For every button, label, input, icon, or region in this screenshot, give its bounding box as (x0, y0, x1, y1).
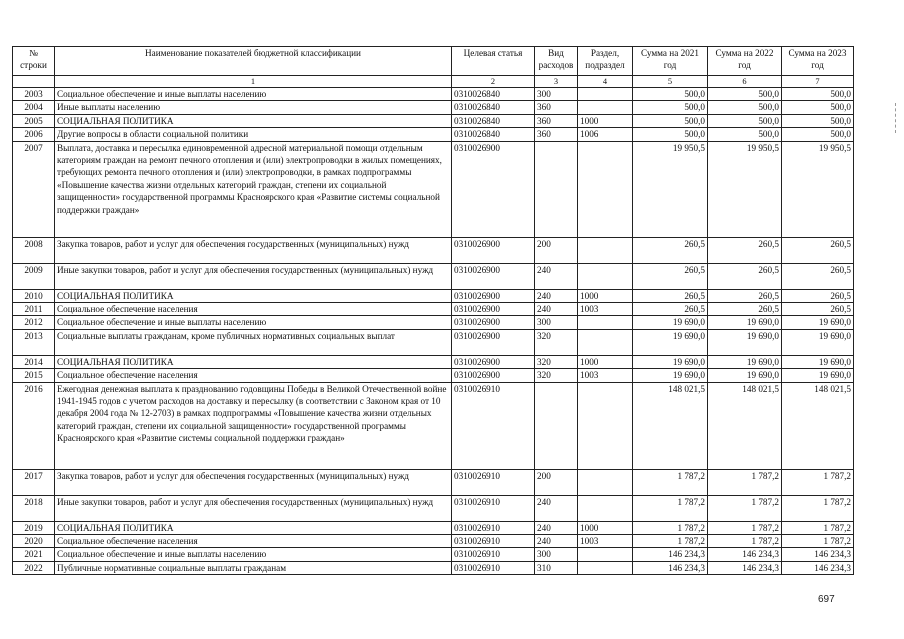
target-article-cell: 0310026910 (452, 495, 535, 521)
target-article-cell: 0310026900 (452, 237, 535, 263)
indicator-name-cell: Другие вопросы в области социальной политики (55, 128, 452, 141)
expense-type-cell: 360 (535, 114, 578, 127)
target-article-cell: 0310026910 (452, 535, 535, 548)
target-article-cell: 0310026840 (452, 101, 535, 114)
expense-type-cell: 300 (535, 88, 578, 101)
target-article-cell: 0310026900 (452, 355, 535, 368)
row-number-cell: 2007 (13, 141, 55, 237)
budget-table (12, 46, 854, 575)
section-cell: 1003 (578, 369, 633, 382)
sum-2022-cell: 146 234,3 (708, 561, 782, 574)
table-row (13, 114, 854, 127)
indicator-name-cell: Закупка товаров, работ и услуг для обеспечения государственных (муниципальных) нужд (55, 237, 452, 263)
sum-2021-cell: 500,0 (633, 88, 708, 101)
column-number (13, 76, 55, 88)
target-article-cell: 0310026900 (452, 316, 535, 329)
indicator-name-cell: Иные закупки товаров, работ и услуг для обеспечения государственных (муниципальных) нужд (55, 495, 452, 521)
row-number-cell: 2006 (13, 128, 55, 141)
indicator-name-cell: Выплата, доставка и пересылка единовременной адресной материальной помощи отдельным категориям граждан на ремонт печного отопления и (или) электропроводки в жилых помещениях, требующих ремонта печного отопления и (или) электропроводки, в рамках подпрограммы «Повышение качества жизни отдельных категорий граждан, степени их социальной защищенности» государственной программы Красноярского края «Развитие системы социальной поддержки граждан» (55, 141, 452, 237)
row-number-cell: 2015 (13, 369, 55, 382)
section-cell (578, 561, 633, 574)
table-row (13, 495, 854, 521)
sum-2022-cell: 1 787,2 (708, 469, 782, 495)
table-row (13, 101, 854, 114)
sum-2023-cell: 260,5 (782, 303, 854, 316)
row-number-cell: 2008 (13, 237, 55, 263)
column-number: 2 (452, 76, 535, 88)
indicator-name-cell: СОЦИАЛЬНАЯ ПОЛИТИКА (55, 289, 452, 302)
sum-2023-cell: 146 234,3 (782, 548, 854, 561)
sum-2021-cell: 260,5 (633, 237, 708, 263)
indicator-name-cell: Социальное обеспечение населения (55, 369, 452, 382)
target-article-cell: 0310026840 (452, 88, 535, 101)
indicator-name-cell: Иные выплаты населению (55, 101, 452, 114)
sum-2021-cell: 146 234,3 (633, 561, 708, 574)
expense-type-cell: 320 (535, 369, 578, 382)
expense-type-cell: 240 (535, 263, 578, 289)
row-number-cell: 2004 (13, 101, 55, 114)
sum-2022-cell: 260,5 (708, 289, 782, 302)
sum-2023-cell: 148 021,5 (782, 382, 854, 469)
header-expense-type: Вид расходов (535, 47, 578, 76)
section-cell: 1003 (578, 303, 633, 316)
expense-type-cell: 310 (535, 561, 578, 574)
table-row (13, 128, 854, 141)
indicator-name-cell: Иные закупки товаров, работ и услуг для обеспечения государственных (муниципальных) нужд (55, 263, 452, 289)
row-number-cell: 2021 (13, 548, 55, 561)
header-row (13, 47, 854, 76)
sum-2021-cell: 1 787,2 (633, 535, 708, 548)
sum-2023-cell: 1 787,2 (782, 469, 854, 495)
indicator-name-cell: Ежегодная денежная выплата к празднованию годовщины Победы в Великой Отечественной войне 1941-1945 годов с учетом расходов на доставку и пересылку (в соответствии с Законом края от 10 декабря 2004 года № 12-2703) в рамках подпрограммы «Повышение качества жизни отдельных категорий граждан, степени их социальной защищенности» государственной программы Красноярского края «Развитие системы социальной поддержки граждан» (55, 382, 452, 469)
sum-2022-cell: 19 690,0 (708, 316, 782, 329)
expense-type-cell: 200 (535, 469, 578, 495)
table-row (13, 355, 854, 368)
sum-2021-cell: 260,5 (633, 303, 708, 316)
header-sum-2023: Сумма на 2023 год (782, 47, 854, 76)
sum-2023-cell: 500,0 (782, 88, 854, 101)
section-cell (578, 141, 633, 237)
table-row (13, 289, 854, 302)
header-section: Раздел, подраздел (578, 47, 633, 76)
target-article-cell: 0310026910 (452, 521, 535, 534)
sum-2023-cell: 19 690,0 (782, 355, 854, 368)
sum-2023-cell: 1 787,2 (782, 535, 854, 548)
expense-type-cell: 200 (535, 237, 578, 263)
margin-mark (895, 103, 897, 133)
sum-2021-cell: 1 787,2 (633, 469, 708, 495)
table-row (13, 141, 854, 237)
sum-2022-cell: 19 690,0 (708, 369, 782, 382)
section-cell (578, 382, 633, 469)
header-target-article: Целевая статья (452, 47, 535, 76)
table-row (13, 561, 854, 574)
table-row (13, 263, 854, 289)
row-number-cell: 2020 (13, 535, 55, 548)
sum-2021-cell: 500,0 (633, 128, 708, 141)
sum-2022-cell: 1 787,2 (708, 521, 782, 534)
row-number-cell: 2003 (13, 88, 55, 101)
table-row (13, 369, 854, 382)
section-cell: 1000 (578, 355, 633, 368)
row-number-cell: 2022 (13, 561, 55, 574)
section-cell (578, 316, 633, 329)
indicator-name-cell: Социальное обеспечение и иные выплаты населению (55, 548, 452, 561)
sum-2021-cell: 260,5 (633, 289, 708, 302)
column-number: 6 (708, 76, 782, 88)
target-article-cell: 0310026900 (452, 289, 535, 302)
target-article-cell: 0310026910 (452, 548, 535, 561)
indicator-name-cell: Социальное обеспечение и иные выплаты населению (55, 88, 452, 101)
section-cell: 1003 (578, 535, 633, 548)
column-number: 1 (55, 76, 452, 88)
row-number-cell: 2017 (13, 469, 55, 495)
target-article-cell: 0310026910 (452, 561, 535, 574)
section-cell: 1000 (578, 289, 633, 302)
sum-2022-cell: 1 787,2 (708, 495, 782, 521)
section-cell: 1000 (578, 521, 633, 534)
sum-2023-cell: 19 690,0 (782, 369, 854, 382)
target-article-cell: 0310026900 (452, 329, 535, 355)
sum-2022-cell: 500,0 (708, 88, 782, 101)
sum-2021-cell: 260,5 (633, 263, 708, 289)
header-sum-2022: Сумма на 2022 год (708, 47, 782, 76)
expense-type-cell: 360 (535, 128, 578, 141)
sum-2022-cell: 19 690,0 (708, 355, 782, 368)
expense-type-cell: 300 (535, 316, 578, 329)
sum-2022-cell: 1 787,2 (708, 535, 782, 548)
target-article-cell: 0310026840 (452, 114, 535, 127)
sum-2022-cell: 19 690,0 (708, 329, 782, 355)
column-number: 5 (633, 76, 708, 88)
sum-2023-cell: 260,5 (782, 237, 854, 263)
target-article-cell: 0310026910 (452, 382, 535, 469)
table-row (13, 548, 854, 561)
row-number-cell: 2010 (13, 289, 55, 302)
sum-2022-cell: 148 021,5 (708, 382, 782, 469)
table-body (13, 88, 854, 575)
indicator-name-cell: Социальное обеспечение и иные выплаты населению (55, 316, 452, 329)
section-cell: 1000 (578, 114, 633, 127)
target-article-cell: 0310026900 (452, 141, 535, 237)
sum-2022-cell: 260,5 (708, 263, 782, 289)
column-number: 4 (578, 76, 633, 88)
sum-2023-cell: 260,5 (782, 289, 854, 302)
sum-2021-cell: 19 690,0 (633, 355, 708, 368)
row-number-cell: 2009 (13, 263, 55, 289)
section-cell (578, 548, 633, 561)
column-number: 3 (535, 76, 578, 88)
column-number: 7 (782, 76, 854, 88)
table-row (13, 316, 854, 329)
table-row (13, 237, 854, 263)
target-article-cell: 0310026910 (452, 469, 535, 495)
expense-type-cell: 240 (535, 535, 578, 548)
expense-type-cell: 320 (535, 329, 578, 355)
page-number: 697 (818, 594, 835, 605)
section-cell: 1006 (578, 128, 633, 141)
sum-2023-cell: 500,0 (782, 114, 854, 127)
row-number-cell: 2019 (13, 521, 55, 534)
table-row (13, 535, 854, 548)
row-number-cell: 2013 (13, 329, 55, 355)
expense-type-cell (535, 141, 578, 237)
sum-2023-cell: 146 234,3 (782, 561, 854, 574)
sum-2023-cell: 19 690,0 (782, 316, 854, 329)
row-number-cell: 2012 (13, 316, 55, 329)
sum-2022-cell: 500,0 (708, 128, 782, 141)
sum-2021-cell: 500,0 (633, 114, 708, 127)
section-cell (578, 88, 633, 101)
indicator-name-cell: Социальное обеспечение населения (55, 535, 452, 548)
header-indicator-name: Наименование показателей бюджетной классификации (55, 47, 452, 76)
sum-2021-cell: 148 021,5 (633, 382, 708, 469)
section-cell (578, 329, 633, 355)
column-number-row (13, 76, 854, 88)
sum-2021-cell: 19 690,0 (633, 316, 708, 329)
indicator-name-cell: Закупка товаров, работ и услуг для обеспечения государственных (муниципальных) нужд (55, 469, 452, 495)
sum-2022-cell: 500,0 (708, 114, 782, 127)
sum-2023-cell: 500,0 (782, 128, 854, 141)
sum-2022-cell: 260,5 (708, 237, 782, 263)
expense-type-cell: 240 (535, 289, 578, 302)
section-cell (578, 495, 633, 521)
table-row (13, 469, 854, 495)
indicator-name-cell: СОЦИАЛЬНАЯ ПОЛИТИКА (55, 355, 452, 368)
target-article-cell: 0310026900 (452, 303, 535, 316)
target-article-cell: 0310026900 (452, 369, 535, 382)
table-row (13, 521, 854, 534)
expense-type-cell (535, 382, 578, 469)
sum-2023-cell: 1 787,2 (782, 521, 854, 534)
sum-2022-cell: 146 234,3 (708, 548, 782, 561)
indicator-name-cell: СОЦИАЛЬНАЯ ПОЛИТИКА (55, 114, 452, 127)
row-number-cell: 2005 (13, 114, 55, 127)
expense-type-cell: 240 (535, 303, 578, 316)
section-cell (578, 237, 633, 263)
sum-2023-cell: 19 690,0 (782, 329, 854, 355)
section-cell (578, 469, 633, 495)
sum-2021-cell: 500,0 (633, 101, 708, 114)
sum-2021-cell: 19 690,0 (633, 329, 708, 355)
sum-2021-cell: 1 787,2 (633, 495, 708, 521)
sum-2023-cell: 1 787,2 (782, 495, 854, 521)
row-number-cell: 2011 (13, 303, 55, 316)
sum-2023-cell: 260,5 (782, 263, 854, 289)
table-row (13, 88, 854, 101)
row-number-cell: 2018 (13, 495, 55, 521)
row-number-cell: 2014 (13, 355, 55, 368)
sum-2022-cell: 500,0 (708, 101, 782, 114)
indicator-name-cell: Публичные нормативные социальные выплаты гражданам (55, 561, 452, 574)
row-number-cell: 2016 (13, 382, 55, 469)
sum-2022-cell: 19 950,5 (708, 141, 782, 237)
sum-2021-cell: 1 787,2 (633, 521, 708, 534)
sum-2021-cell: 19 950,5 (633, 141, 708, 237)
sum-2023-cell: 500,0 (782, 101, 854, 114)
table-row (13, 382, 854, 469)
table-row (13, 329, 854, 355)
indicator-name-cell: СОЦИАЛЬНАЯ ПОЛИТИКА (55, 521, 452, 534)
sum-2021-cell: 19 690,0 (633, 369, 708, 382)
sum-2022-cell: 260,5 (708, 303, 782, 316)
table-row (13, 303, 854, 316)
target-article-cell: 0310026900 (452, 263, 535, 289)
header-sum-2021: Сумма на 2021 год (633, 47, 708, 76)
expense-type-cell: 240 (535, 495, 578, 521)
expense-type-cell: 320 (535, 355, 578, 368)
indicator-name-cell: Социальное обеспечение населения (55, 303, 452, 316)
header-row-number: № строки (13, 47, 55, 76)
expense-type-cell: 360 (535, 101, 578, 114)
expense-type-cell: 300 (535, 548, 578, 561)
target-article-cell: 0310026840 (452, 128, 535, 141)
sum-2023-cell: 19 950,5 (782, 141, 854, 237)
expense-type-cell: 240 (535, 521, 578, 534)
sum-2021-cell: 146 234,3 (633, 548, 708, 561)
indicator-name-cell: Социальные выплаты гражданам, кроме публичных нормативных социальных выплат (55, 329, 452, 355)
section-cell (578, 101, 633, 114)
section-cell (578, 263, 633, 289)
